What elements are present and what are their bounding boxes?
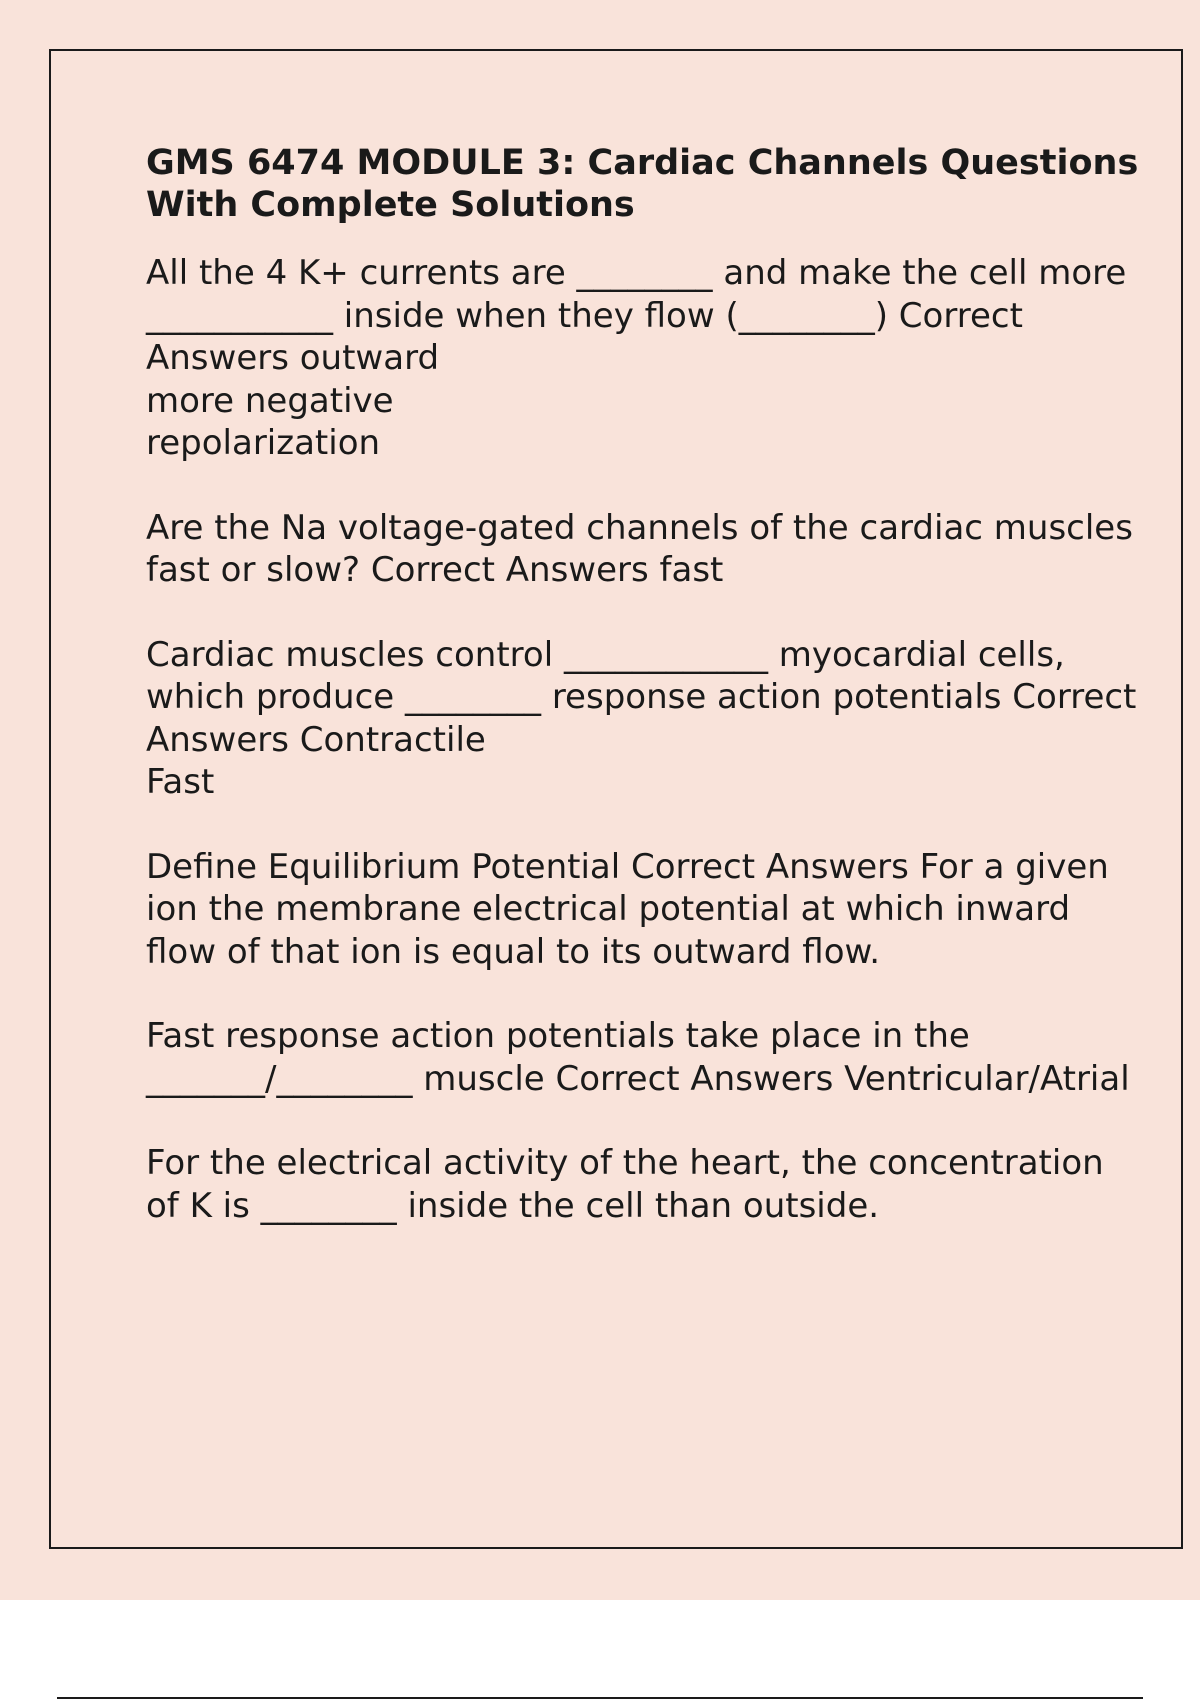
qa-item: All the 4 K+ currents are ________ and make the cell more ___________ inside when they flow (________) Correct Answers outward more negative repolarization <box>146 253 1127 463</box>
qa-item: Fast response action potentials take place in the _______/________ muscle Correct Answers Ventricular/Atrial <box>146 1016 1130 1099</box>
qa-item: Define Equilibrium Potential Correct Answers For a given ion the membrane electrical potential at which inward flow of that ion is equal to its outward flow. <box>146 846 1109 972</box>
qa-item: For the electrical activity of the heart, the concentration of K is ________ inside the cell than outside. <box>146 1143 1104 1226</box>
document-title: GMS 6474 MODULE 3: Cardiac Channels Questions With Complete Solutions <box>146 143 1139 225</box>
bottom-divider <box>57 1697 1143 1699</box>
qa-item: Are the Na voltage-gated channels of the cardiac muscles fast or slow? Correct Answers fast <box>146 507 1133 590</box>
qa-item: Cardiac muscles control ____________ myocardial cells, which produce ________ response action potentials Correct Answers Contractile Fast <box>146 634 1137 802</box>
document-content <box>146 142 1146 1269</box>
